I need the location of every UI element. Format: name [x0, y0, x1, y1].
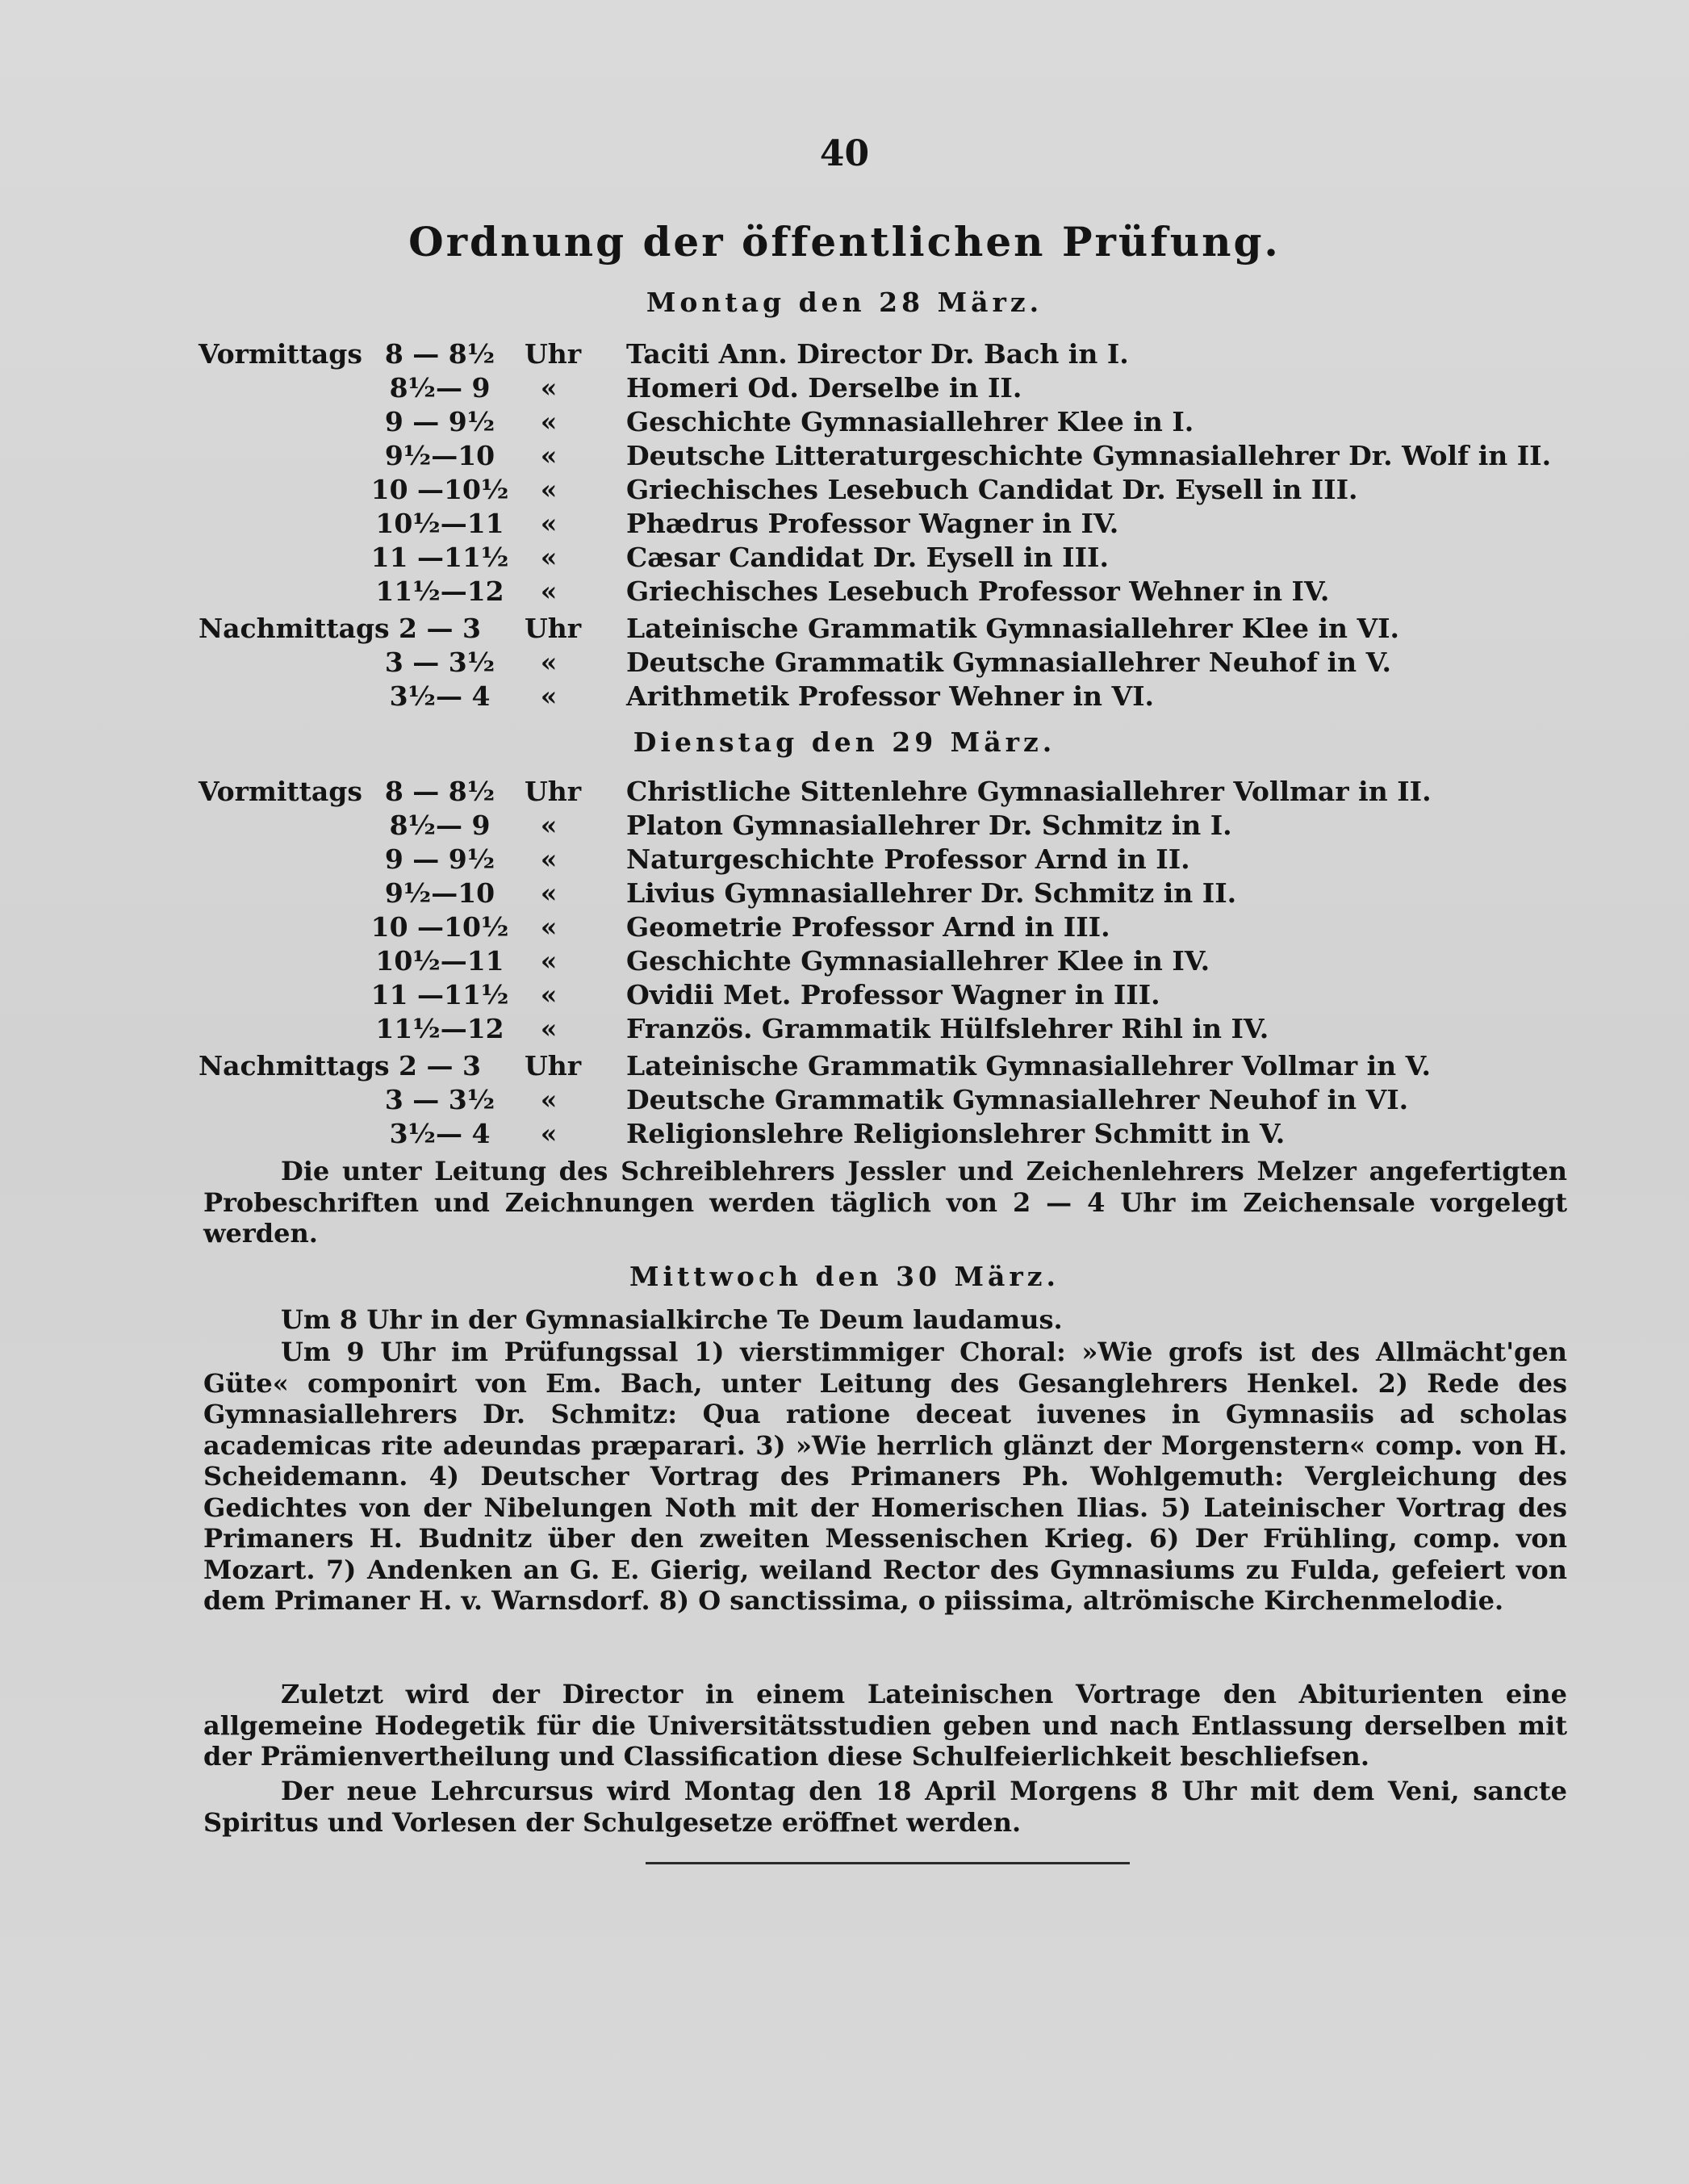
- time-slot: 3 — 3½: [384, 646, 495, 678]
- subject-entry: Lateinische Grammatik Gymnasiallehrer Klee in VI.: [626, 613, 1400, 644]
- subject-entry: Taciti Ann. Director Dr. Bach in I.: [626, 338, 1129, 370]
- subject-entry: Deutsche Grammatik Gymnasiallehrer Neuhof in VI.: [626, 1084, 1409, 1115]
- closing-rule: [646, 1862, 1130, 1864]
- time-slot: 3½— 4: [389, 680, 491, 712]
- schedule-row: [0, 877, 1689, 910]
- schedule-row: [0, 775, 1689, 809]
- time-unit: «: [540, 680, 558, 712]
- schedule-row: [0, 575, 1689, 609]
- time-slot: 11 —11½: [370, 979, 509, 1010]
- time-unit: «: [540, 575, 558, 607]
- subject-entry: Geschichte Gymnasiallehrer Klee in IV.: [626, 945, 1210, 977]
- schedule-row: [0, 1049, 1689, 1083]
- paragraph-text: Um 9 Uhr im Prüfungssal 1) vierstimmiger Choral: »Wie grofs ist des Allmächt'gen Güte« componirt von Em. Bach, unter Leitung des Gesanglehrers Henkel. 2) Rede des Gymnasiallehrers Dr. Schmitz: Qua ratione deceat iuvenes in Gymnasiis ad scholas academicas rite adeundas præparari. 3) »Wie herrlich glänzt der Morgenstern« comp. von H. Scheidemann. 4) Deutscher Vortrag des Primaners Ph. Wohlgemuth: Vergleichung des Gedichtes von der Nibelungen Noth mit der Homerischen Ilias. 5) Lateinischer Vortrag des Primaners H. Budnitz über den zweiten Messenischen Krieg. 6) Der Frühling, comp. von Mozart. 7) Andenken an G. E. Gierig, weiland Rector des Gymnasiums zu Fulda, gefeiert von dem Primaner H. v. Warnsdorf. 8) O sanctissima, o piissima, altrömische Kirchenmelodie.: [203, 1337, 1567, 1616]
- schedule-row: [0, 1117, 1689, 1151]
- subject-entry: Ovidii Met. Professor Wagner in III.: [626, 979, 1160, 1010]
- subject-entry: Arithmetik Professor Wehner in VI.: [626, 680, 1155, 712]
- time-slot: 8 — 8½: [384, 338, 495, 370]
- time-slot: 8½— 9: [389, 372, 491, 404]
- schedule-row: [0, 541, 1689, 575]
- time-slot: 10½—11: [375, 945, 504, 977]
- time-unit: «: [540, 474, 558, 505]
- time-slot: 10 —10½: [370, 474, 509, 505]
- time-slot: 11½—12: [375, 575, 504, 607]
- time-slot: 3½— 4: [389, 1118, 491, 1149]
- schedule-row: [0, 507, 1689, 541]
- subject-entry: Deutsche Litteraturgeschichte Gymnasiallehrer Dr. Wolf in II.: [626, 440, 1552, 471]
- time-unit: «: [540, 646, 558, 678]
- time-unit: Uhr: [525, 1050, 582, 1082]
- time-unit: «: [540, 1013, 558, 1044]
- schedule-row: [0, 337, 1689, 371]
- subject-entry: Griechisches Lesebuch Professor Wehner in IV.: [626, 575, 1330, 607]
- time-slot: 2 — 3: [399, 1050, 481, 1082]
- schedule-row: [0, 405, 1689, 439]
- schedule-row: [0, 1083, 1689, 1117]
- te-deum-paragraph: [203, 1304, 1567, 1336]
- time-unit: «: [540, 810, 558, 841]
- page-number: 40: [819, 133, 870, 174]
- time-slot: 11½—12: [375, 1013, 504, 1044]
- time-slot: 9½—10: [384, 877, 495, 909]
- time-slot: 9½—10: [384, 440, 495, 471]
- wednesday-heading: Mittwoch den 30 März.: [629, 1261, 1060, 1292]
- subject-entry: Platon Gymnasiallehrer Dr. Schmitz in I.: [626, 810, 1232, 841]
- time-unit: «: [540, 843, 558, 875]
- period-label: Nachmittags: [199, 1050, 390, 1082]
- schedule-row: [0, 809, 1689, 843]
- schedule-row: [0, 843, 1689, 877]
- schedule-row: [0, 1012, 1689, 1046]
- subject-entry: Deutsche Grammatik Gymnasiallehrer Neuhof in V.: [626, 646, 1391, 678]
- monday-heading: Montag den 28 März.: [646, 287, 1043, 318]
- time-unit: «: [540, 1118, 558, 1149]
- paragraph-text: Um 8 Uhr in der Gymnasialkirche Te Deum laudamus.: [281, 1304, 1063, 1335]
- subject-entry: Französ. Grammatik Hülfslehrer Rihl in IV.: [626, 1013, 1269, 1044]
- schedule-row: [0, 439, 1689, 473]
- schedule-row: [0, 910, 1689, 944]
- program-paragraph: [203, 1337, 1567, 1617]
- paragraph-text: Zuletzt wird der Director in einem Lateinischen Vortrage den Abiturienten eine allgemeine Hodegetik für die Universitätsstudien geben und nach Entlassung derselben mit der Prämienvertheilung und Classification diese Schulfeierlichkeit beschliefsen.: [203, 1679, 1567, 1772]
- subject-entry: Geometrie Professor Arnd in III.: [626, 911, 1110, 943]
- time-slot: 9 — 9½: [384, 406, 495, 437]
- time-slot: 11 —11½: [370, 542, 509, 573]
- schedule-row: [0, 680, 1689, 713]
- time-slot: 10 —10½: [370, 911, 509, 943]
- time-unit: «: [540, 542, 558, 573]
- subject-entry: Livius Gymnasiallehrer Dr. Schmitz in II.: [626, 877, 1237, 909]
- new-course-paragraph: [203, 1776, 1567, 1838]
- paragraph-text: Der neue Lehrcursus wird Montag den 18 April Morgens 8 Uhr mit dem Veni, sancte Spiritus und Vorlesen der Schulgesetze eröffnet werden.: [203, 1776, 1567, 1838]
- subject-entry: Naturgeschichte Professor Arnd in II.: [626, 843, 1190, 875]
- time-slot: 2 — 3: [399, 613, 481, 644]
- subject-entry: Cæsar Candidat Dr. Eysell in III.: [626, 542, 1109, 573]
- schedule-row: [0, 646, 1689, 680]
- schedule-row: [0, 944, 1689, 978]
- time-slot: 3 — 3½: [384, 1084, 495, 1115]
- subject-entry: Phædrus Professor Wagner in IV.: [626, 508, 1119, 539]
- time-unit: «: [540, 945, 558, 977]
- exhibition-note-text: Die unter Leitung des Schreiblehrers Jessler und Zeichenlehrers Melzer angefertigten Probeschriften und Zeichnungen werden täglich von 2 — 4 Uhr im Zeichensale vorgelegt werden.: [203, 1156, 1567, 1249]
- time-slot: 10½—11: [375, 508, 504, 539]
- period-label: Vormittags: [199, 338, 362, 370]
- time-unit: «: [540, 508, 558, 539]
- time-unit: Uhr: [525, 776, 582, 807]
- schedule-row: [0, 612, 1689, 646]
- subject-entry: Griechisches Lesebuch Candidat Dr. Eysell in III.: [626, 474, 1358, 505]
- tuesday-heading: Dienstag den 29 März.: [633, 726, 1056, 758]
- exhibition-note: [203, 1156, 1567, 1249]
- subject-entry: Religionslehre Religionslehrer Schmitt in V.: [626, 1118, 1286, 1149]
- period-label: Vormittags: [199, 776, 362, 807]
- time-unit: «: [540, 406, 558, 437]
- time-slot: 8 — 8½: [384, 776, 495, 807]
- period-label: Nachmittags: [199, 613, 390, 644]
- time-slot: 9 — 9½: [384, 843, 495, 875]
- schedule-row: [0, 371, 1689, 405]
- closing-paragraph: [203, 1679, 1567, 1772]
- time-unit: «: [540, 440, 558, 471]
- page-title: Ordnung der öffentlichen Prüfung.: [408, 218, 1281, 266]
- subject-entry: Homeri Od. Derselbe in II.: [626, 372, 1022, 404]
- time-unit: Uhr: [525, 613, 582, 644]
- subject-entry: Lateinische Grammatik Gymnasiallehrer Vollmar in V.: [626, 1050, 1431, 1082]
- subject-entry: Geschichte Gymnasiallehrer Klee in I.: [626, 406, 1194, 437]
- time-slot: 8½— 9: [389, 810, 491, 841]
- subject-entry: Christliche Sittenlehre Gymnasiallehrer Vollmar in II.: [626, 776, 1432, 807]
- time-unit: «: [540, 1084, 558, 1115]
- schedule-row: [0, 978, 1689, 1012]
- time-unit: «: [540, 911, 558, 943]
- schedule-row: [0, 473, 1689, 507]
- time-unit: «: [540, 877, 558, 909]
- time-unit: «: [540, 372, 558, 404]
- time-unit: «: [540, 979, 558, 1010]
- time-unit: Uhr: [525, 338, 582, 370]
